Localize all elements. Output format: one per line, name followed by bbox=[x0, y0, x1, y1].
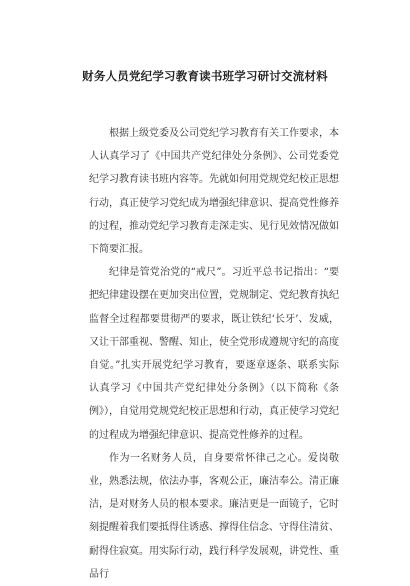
paragraph-discipline: 纪律是管党治党的“戒尺”。习近平总书记指出：“要把纪律建设摆在更加突出位置，党规制定、党纪教育执纪监督全过程都要贯彻严的要求，既让铁纪‘长牙’、发威，又让干部重视、警醒、知止，使全党形成遵规守纪的高度自觉。”扎实开展党纪学习教育，要逐章逐条、联系实际认真学习《中国共产党纪律处分条例》（以下简称《条例》），自觉用党规党纪校正思想和行动，真正使学习党纪的过程成为增强纪律意识、提高党性修养的过程。 bbox=[89, 267, 339, 441]
document-title: 财务人员党纪学习教育读书班学习研讨交流材料 bbox=[82, 69, 328, 83]
paragraph-intro: 根据上级党委及公司党纪学习教育有关工作要求，本人认真学习了《中国共产党纪律处分条例》、公司党委党纪学习教育读书班内容等。先就如何用党规党纪校正思想行动，真正使学习党纪成为增强纪律意识、提高党性修养的过程，推动党纪学习教育走深走实、见行见效情况做如下简要汇报。 bbox=[89, 128, 339, 256]
document-body bbox=[89, 122, 339, 586]
paragraph-finance-staff: 作为一名财务人员，自身要常怀律己之心。爱岗敬业，熟悉法规，依法办事，客观公正，廉洁奉公。清正廉洁，是对财务人员的根本要求。廉洁更是一面镜子，它时刻提醒着我们要抵得住诱惑、撑得住信念、守得住清贫、耐得住寂寞。用实际行动，践行科学发展观，讲党性、重品行 bbox=[89, 452, 339, 580]
